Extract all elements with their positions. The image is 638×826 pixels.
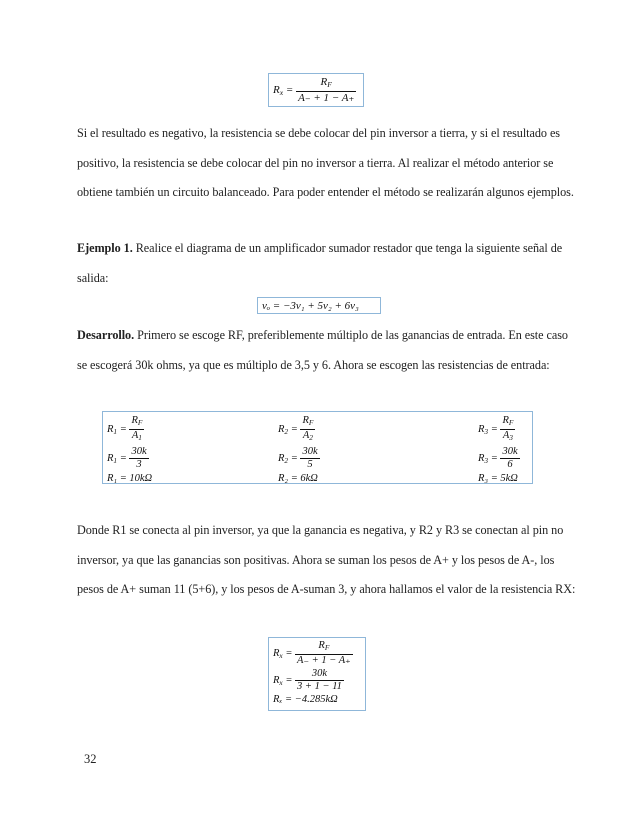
desarrollo-label: Desarrollo. (77, 328, 135, 342)
example-text: Realice el diagrama de un amplificador sumador restador que tenga la siguiente señal de salida: (77, 241, 563, 285)
resistor-3-result: R₃ = 5kΩ (478, 473, 518, 484)
paragraph-desarrollo (77, 321, 577, 380)
equation-input-resistors (102, 411, 533, 484)
resistor-1-result: R₁ = 10kΩ (107, 473, 153, 484)
resistor-col-2: $R_2$ = $\frac{R_F}{A_2}$ $R_2$ = $\frac{30k}{5}$ R₂ = 6kΩ (278, 415, 318, 484)
page-number: 32 (84, 752, 97, 766)
paragraph-connections: Donde R1 se conecta al pin inversor, ya que la ganancia es negativa, y R2 y R3 se conectan al pin no inversor, ya que las ganancias son positivas. Ahora se suman los pesos de A+ y los pesos de A-, los pesos de A+ suman 11 (5+6), y los pesos de A-suman 3, y ahora hallamos el valor de la resistencia RX: (77, 523, 576, 596)
paragraph-example-1 (77, 234, 577, 293)
resistor-2-result: R₂ = 6kΩ (278, 473, 318, 484)
rx-result: Rₓ = −4.285kΩ (273, 694, 338, 705)
paragraph-result-sign: Si el resultado es negativo, la resistencia se debe colocar del pin inversor a tierra, y si el resultado es positivo, la resistencia se debe colocar del pin no inversor a tierra. Al realizar el método anterior se obtiene también un circuito balanceado. Para poder entender el método se realizarán algunos ejemplos. (77, 126, 574, 199)
equation-output-signal: vₒ = −3v₁ + 5v₂ + 6v₃ (257, 297, 381, 314)
resistor-col-3: $R_3$ = $\frac{R_F}{A_3}$ $R_3$ = $\frac{30k}{6}$ R₃ = 5kΩ (478, 415, 518, 484)
equation-rx-formula (268, 73, 364, 107)
eq-fraction: $\frac{R_F}{A_- + 1 - A_+}$ (298, 76, 355, 104)
eq-lhs: $R_x$ = (273, 83, 297, 97)
resistor-col-1: $R_1$ = $\frac{R_F}{A_1}$ $R_1$ = $\frac{30k}{3}$ R₁ = 10kΩ (107, 415, 153, 484)
example-label: Ejemplo 1. (77, 241, 133, 255)
desarrollo-text: Primero se escoge RF, preferiblemente múltiplo de las ganancias de entrada. En este caso se escogerá 30k ohms, ya que es múltiplo de 3,5 y 6. Ahora se escogen las resistencias de entrada: (77, 328, 568, 372)
equation-rx-calculation: $R_x$ = $\frac{R_F}{A_- + 1 - A_+}$ $R_x$ = $\frac{30k}{3 + 1 - 11}$ Rₓ = −4.285kΩ (268, 637, 366, 711)
